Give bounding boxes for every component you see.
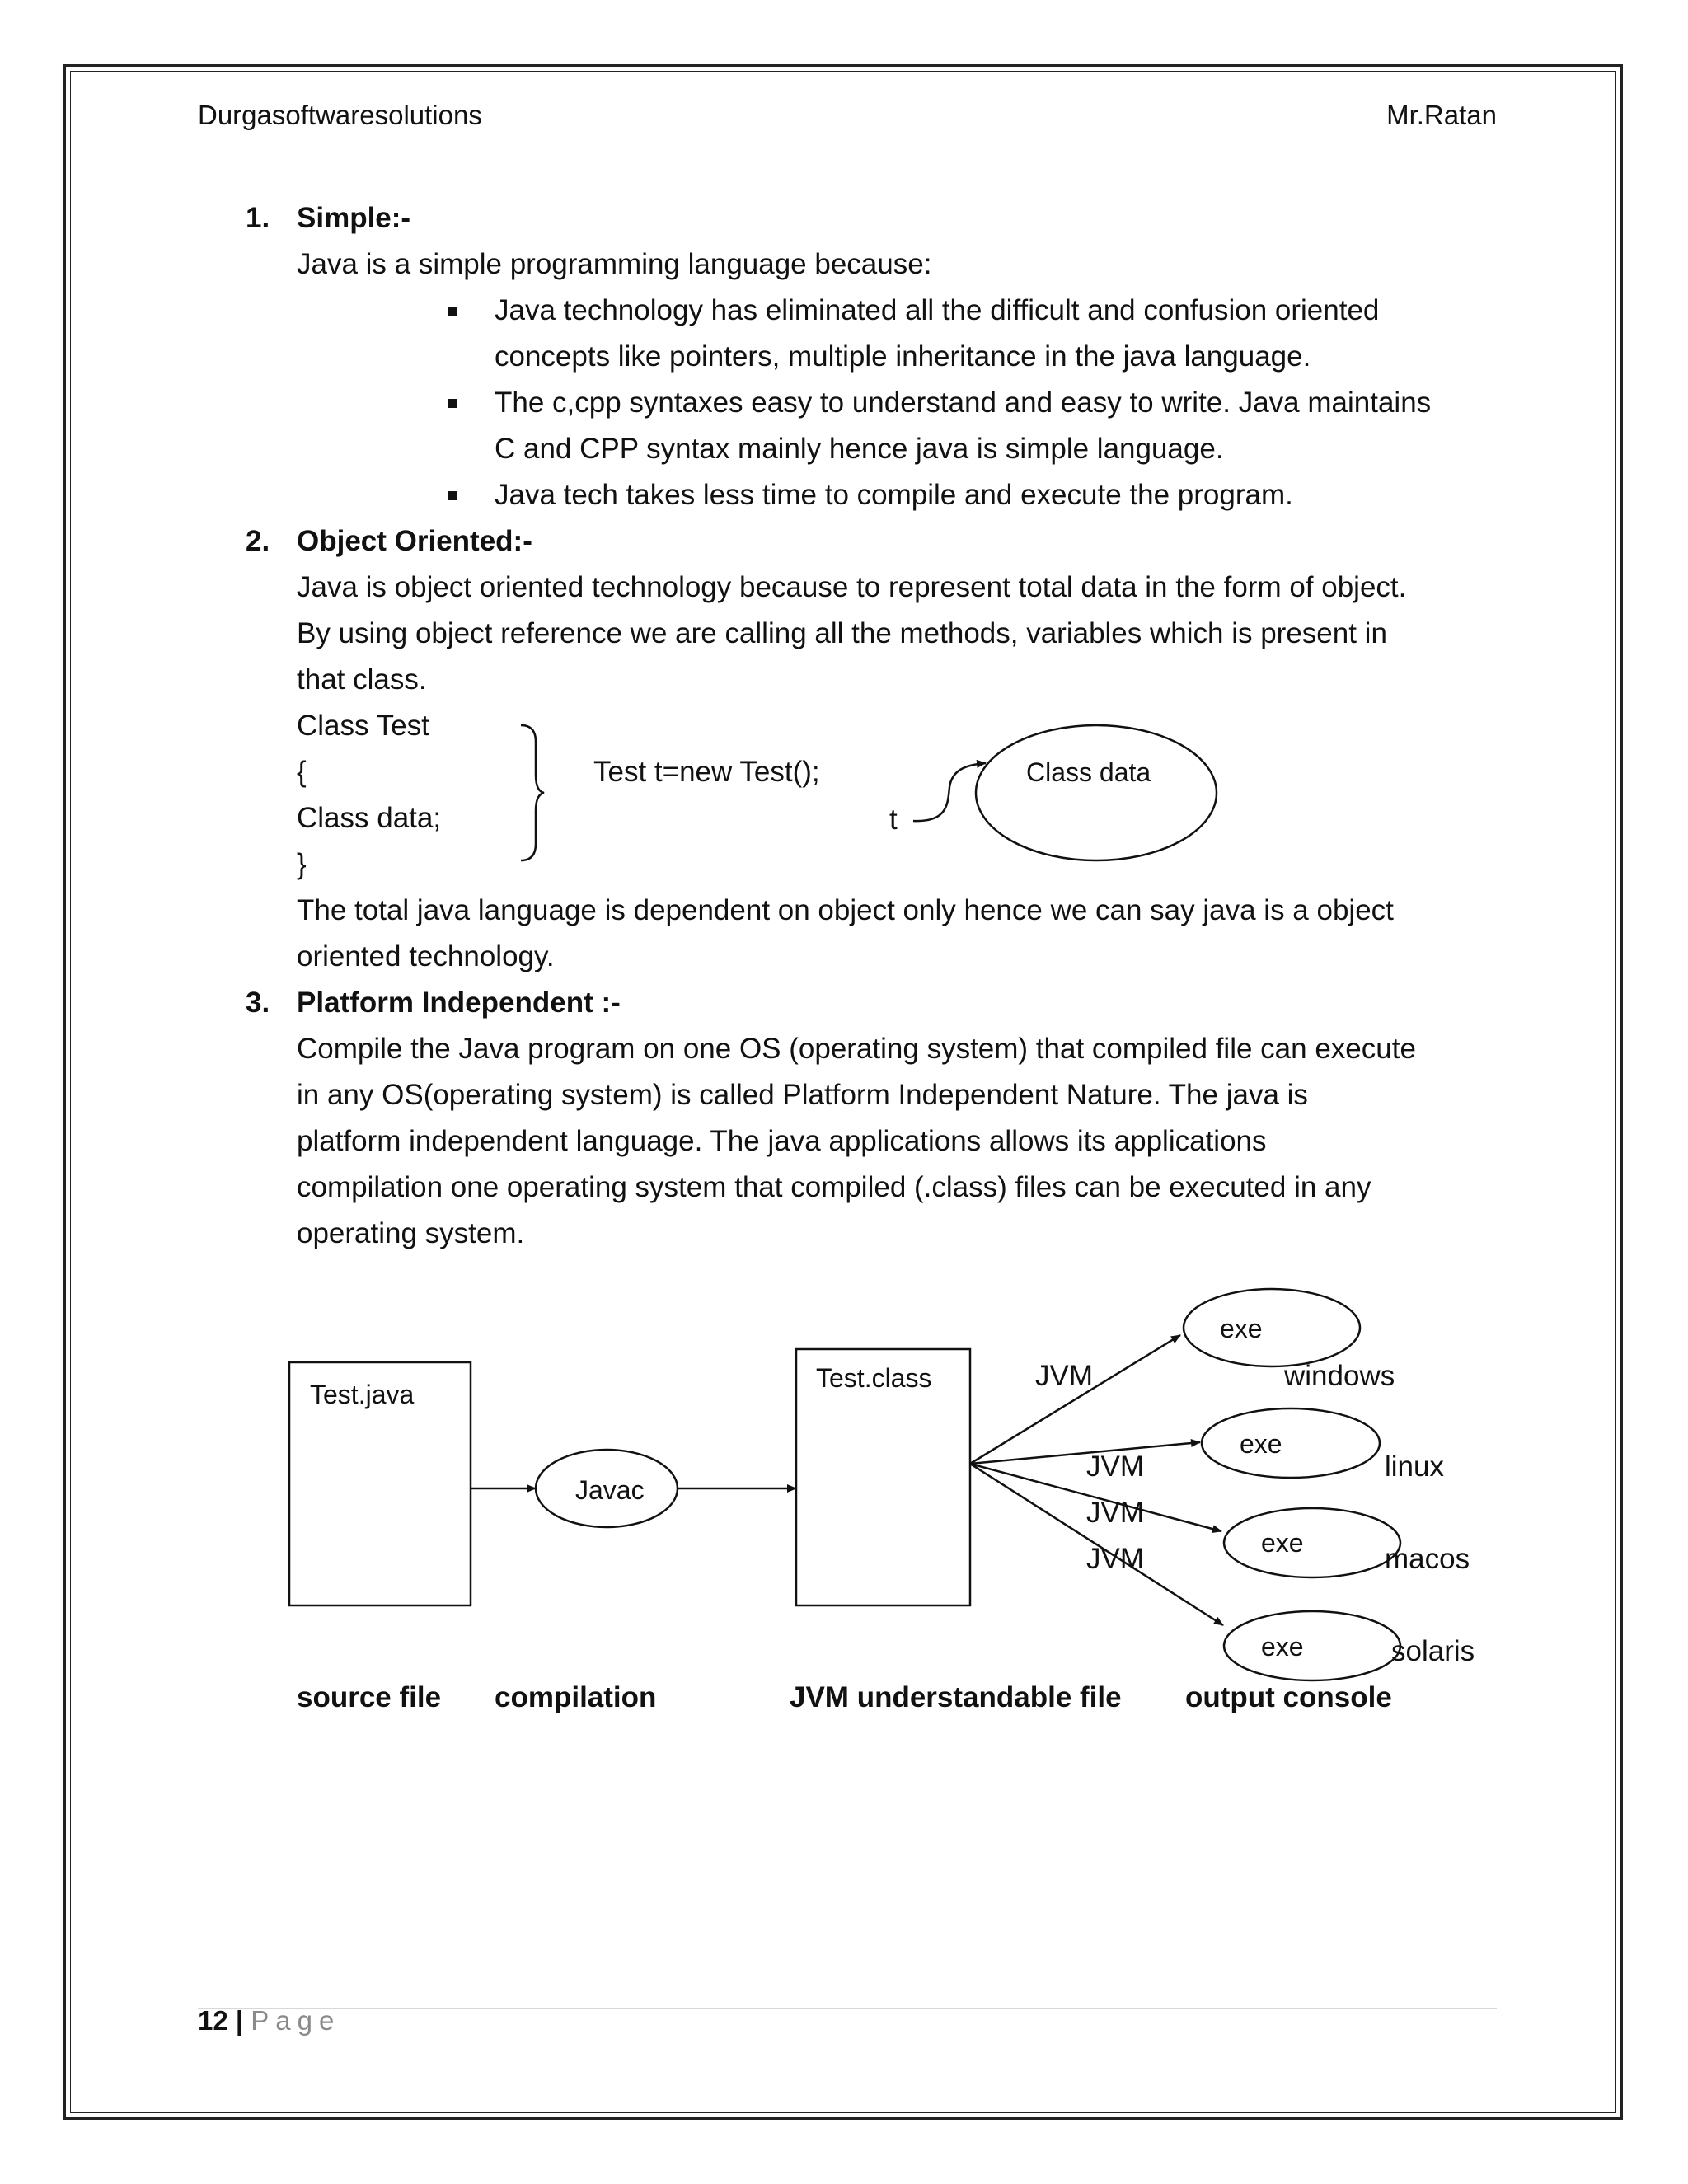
section-1-bullet-1-line-1: Java technology has eliminated all the difficult and confusion oriented xyxy=(495,294,1380,326)
section-1-number: 1. xyxy=(246,202,270,234)
section-2-paragraph-line-2: By using object reference we are calling all the methods, variables which is present in xyxy=(297,617,1387,649)
curly-brace xyxy=(521,725,544,860)
exe-label-linux: exe xyxy=(1240,1429,1282,1459)
exe-label-windows: exe xyxy=(1220,1314,1263,1343)
exe-ellipse-linux xyxy=(1202,1408,1380,1478)
section-3-paragraph-line-5: operating system. xyxy=(297,1217,525,1249)
platform-linux: linux xyxy=(1385,1451,1444,1483)
jvm-label-windows: JVM xyxy=(1035,1360,1093,1392)
section-1-bullet-1-line-2: concepts like pointers, multiple inheritance in the java language. xyxy=(495,340,1311,373)
jvm-arrow-linux xyxy=(970,1442,1200,1464)
section-1-bullet-2-line-1: The c,cpp syntaxes easy to understand and easy to write. Java maintains xyxy=(495,387,1432,419)
section-1-title: Simple:- xyxy=(297,202,411,234)
section-3-paragraph-line-4: compilation one operating system that compiled (.class) files can be executed in any xyxy=(297,1171,1372,1203)
page-separator: | xyxy=(235,2005,244,2036)
platform-windows: windows xyxy=(1284,1360,1395,1392)
object-label: Class data xyxy=(1026,757,1151,787)
source-file-label: Test.java xyxy=(310,1380,415,1409)
exe-label-solaris: exe xyxy=(1261,1632,1304,1661)
javac-label: Javac xyxy=(575,1475,645,1505)
exe-ellipse-windows xyxy=(1184,1289,1360,1366)
platform-solaris: solaris xyxy=(1391,1635,1475,1667)
caption-jvm-understandable-file: JVM understandable file xyxy=(790,1681,1122,1713)
footer-rule xyxy=(198,2008,1497,2009)
section-2-conclusion-line-2: oriented technology. xyxy=(297,940,555,972)
section-2-conclusion-line-1: The total java language is dependent on object only hence we can say java is a object xyxy=(297,894,1394,926)
section-3-title: Platform Independent :- xyxy=(297,987,621,1019)
section-2-paragraph-line-3: that class. xyxy=(297,663,427,696)
reference-variable: t xyxy=(889,804,898,836)
code-line-3: Class data; xyxy=(297,802,442,834)
class-file-label: Test.class xyxy=(816,1363,932,1393)
jvm-arrow-windows xyxy=(970,1335,1180,1464)
exe-label-macos: exe xyxy=(1261,1528,1304,1558)
header-right: Mr.Ratan xyxy=(1386,100,1497,130)
jvm-label-solaris: JVM xyxy=(1086,1543,1144,1575)
section-2-number: 2. xyxy=(246,525,270,557)
page-number: 12 xyxy=(198,2005,228,2036)
section-1-intro: Java is a simple programming language because: xyxy=(297,248,932,280)
caption-compilation: compilation xyxy=(495,1681,657,1713)
object-creation-statement: Test t=new Test(); xyxy=(593,756,820,788)
page-footer xyxy=(198,2004,340,2037)
section-1-bullet-3-line-1: Java tech takes less time to compile and execute the program. xyxy=(495,479,1293,511)
exe-ellipse-solaris xyxy=(1224,1611,1400,1680)
caption-source-file: source file xyxy=(297,1681,442,1713)
section-3-number: 3. xyxy=(246,987,270,1019)
section-2-paragraph-line-1: Java is object oriented technology because to represent total data in the form of object. xyxy=(297,571,1407,603)
section-3-paragraph-line-1: Compile the Java program on one OS (operating system) that compiled file can execute xyxy=(297,1033,1416,1065)
code-line-4: } xyxy=(297,848,307,880)
caption-output-console: output console xyxy=(1185,1681,1392,1713)
platform-macos: macos xyxy=(1385,1543,1470,1575)
jvm-label-linux: JVM xyxy=(1086,1451,1144,1483)
section-2-title: Object Oriented:- xyxy=(297,525,532,557)
header-left: Durgasoftwaresolutions xyxy=(198,100,482,130)
section-1-bullet-2-line-2: C and CPP syntax mainly hence java is simple language. xyxy=(495,433,1224,465)
exe-ellipse-macos xyxy=(1224,1508,1400,1577)
jvm-label-macos: JVM xyxy=(1086,1497,1144,1529)
page-label: Page xyxy=(251,2005,341,2036)
object-ellipse xyxy=(976,725,1217,860)
code-line-1: Class Test xyxy=(297,710,429,742)
section-3-paragraph-line-3: platform independent language. The java applications allows its applications xyxy=(297,1125,1267,1157)
code-line-2: { xyxy=(297,756,307,788)
section-3-paragraph-line-2: in any OS(operating system) is called Platform Independent Nature. The java is xyxy=(297,1079,1308,1111)
